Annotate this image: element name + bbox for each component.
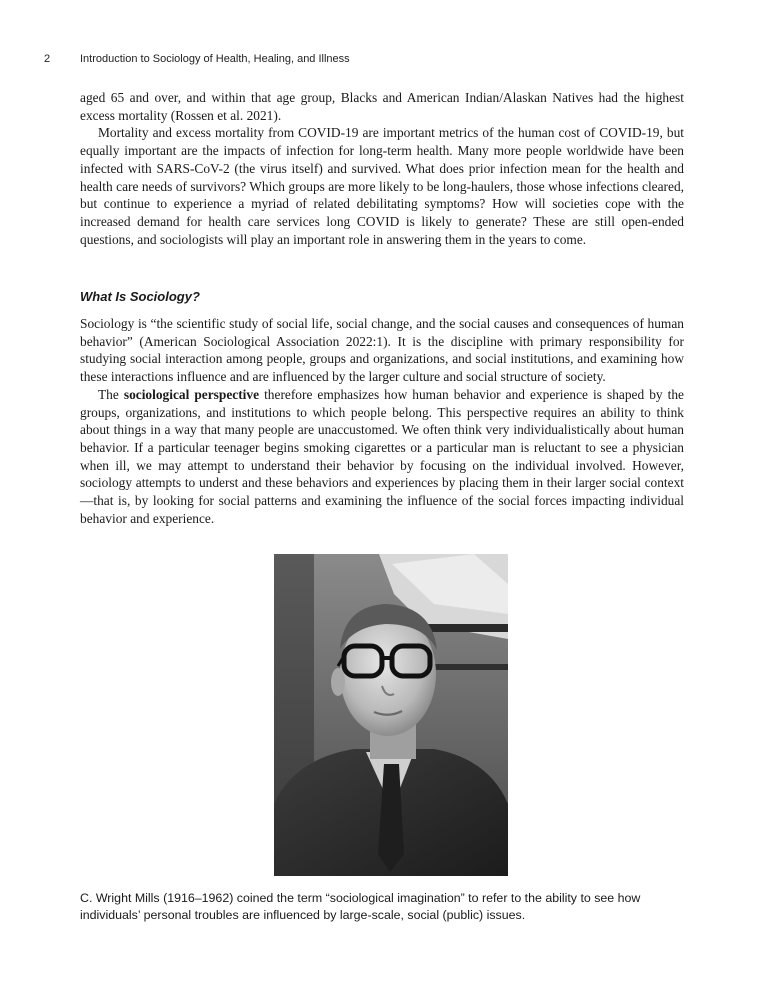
paragraph-continued: aged 65 and over, and within that age group, Blacks and American Indian/Alaskan Natives had the highest excess mortality (Rossen et al. 2021). xyxy=(80,90,684,123)
figure-caption: C. Wright Mills (1916–1962) coined the term “sociological imagination” to refer to the ability to see how individuals’ personal troubles are influenced by large-scale, social (public) issues. xyxy=(80,891,641,922)
key-term: sociological perspective xyxy=(123,386,260,402)
paragraph-covid: Mortality and excess mortality from COVID-19 are important metrics of the human cost of COVID-19, but equally important are the impacts of infection for long-term health. Many more people worldwide have been infected with SARS-CoV-2 (the virus itself) and survived. What does prior infection mean for the health and health care needs of survivors? Which groups are more likely to be long-haulers, those whose infections cleared, but continue to experience a myriad of related debilitating symptoms? How will societies cope with the increased demand for health care services long COVID is likely to generate? These are still open-ended questions, and sociologists will play an important role in answering them in the years to come. xyxy=(80,125,684,247)
running-title: Introduction to Sociology of Health, Healing, and Illness xyxy=(80,53,350,65)
portrait-illustration xyxy=(274,554,508,876)
body-text-top xyxy=(80,89,684,248)
paragraph-perspective xyxy=(80,386,684,528)
perspective-lead: The xyxy=(98,386,124,402)
paragraph-definition: Sociology is “the scientific study of social life, social change, and the social causes and consequences of human behavior” (American Sociological Association 2022:1). It is the discipline with primary responsibility for studying social interaction among people, groups and organizations, and social institutions, and examining how these interactions influence and are influenced by the larger culture and social structure of society. xyxy=(80,316,684,385)
body-text-section xyxy=(80,315,684,527)
perspective-rest: therefore emphasizes how human behavior and experience is shaped by the groups, organizations, and institutions to which people belong. This perspective requires an ability to think about things in a way that many people are unaccustomed. We often think very individualistically about human behavior. If a particular teenager begins smoking cigarettes or a particular man is reluctant to see a physician when ill, we may attempt to understand their behavior by focusing on the individual involved. However, sociology attempts to underst and these behaviors and experiences by placing them in their larger social context—that is, by looking for social patterns and examining the influence of the social forces impacting individual behavior and experience. xyxy=(80,386,684,526)
page-number: 2 xyxy=(44,53,51,65)
portrait-photo xyxy=(274,554,508,876)
running-head xyxy=(44,53,350,65)
section-heading: What Is Sociology? xyxy=(80,289,200,304)
